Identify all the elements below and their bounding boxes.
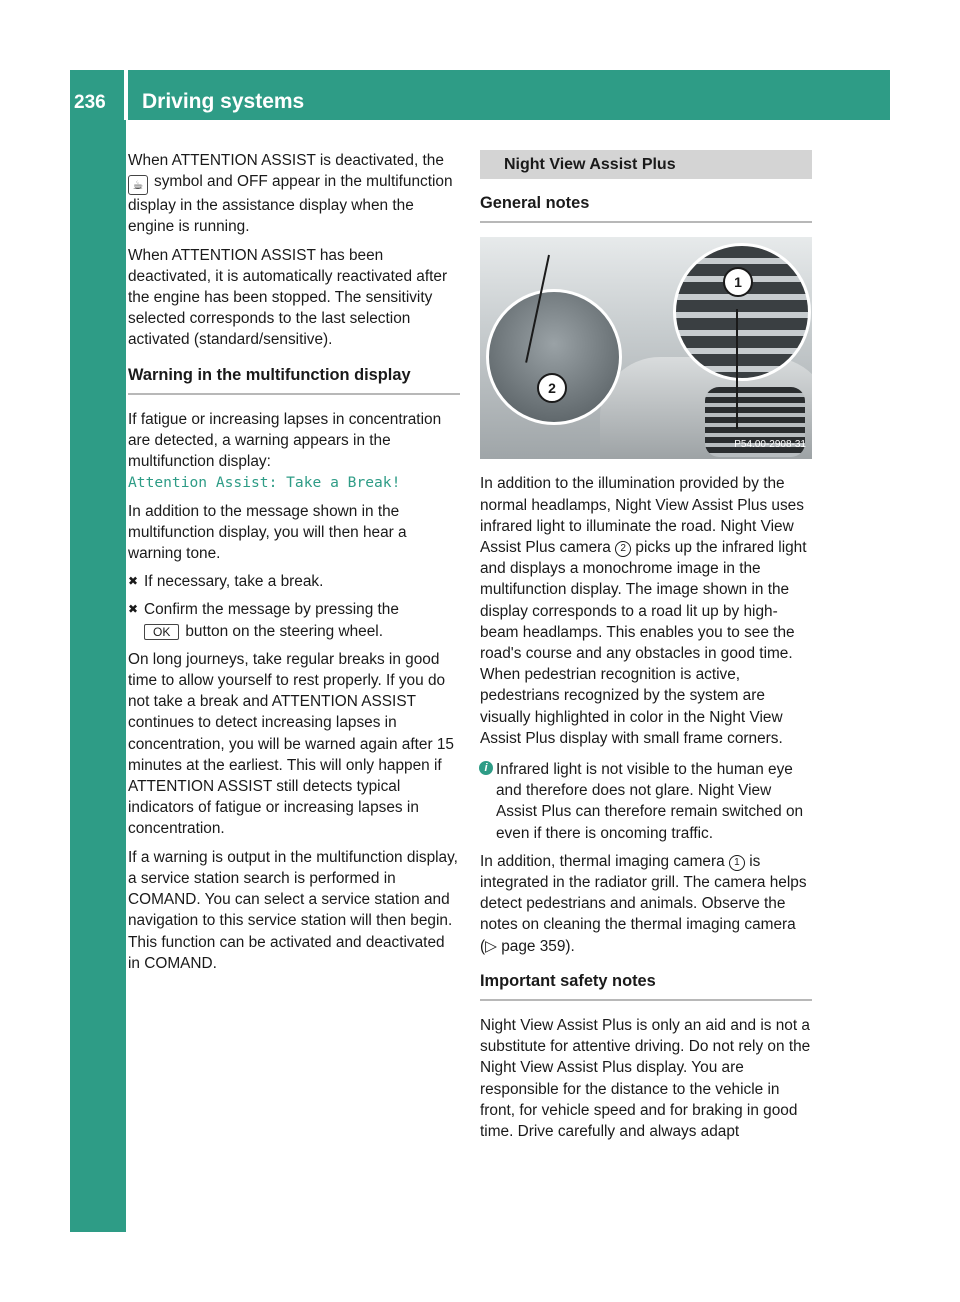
- camera-inset-windshield: [486, 289, 622, 425]
- paragraph: When ATTENTION ASSIST has been deactivated, it is automatically reactivated after the engine has been stopped. The sensitivity selected corresponds to the last selection activated (standard/sensitive).: [128, 246, 448, 349]
- vehicle-photo: [480, 237, 812, 459]
- marker-2: 2: [615, 541, 631, 557]
- paragraph: If fatigue or increasing lapses in concentration are detected, a warning appears in the multifunction display: Attention Assist: Take a Break!: [128, 410, 442, 492]
- section-heading: Important safety notes: [480, 971, 812, 1001]
- step-arrow-icon: ✖: [128, 574, 139, 589]
- right-column: [480, 150, 812, 1149]
- header-divider: [124, 70, 128, 120]
- info-icon: i: [479, 761, 493, 775]
- instruction-step: ✖ If necessary, take a break.: [128, 571, 460, 592]
- section-heading: Warning in the multifunction display: [128, 365, 460, 395]
- photo-reference: P54.00-2908-31: [734, 439, 806, 451]
- chapter-title: Driving systems: [142, 90, 305, 113]
- display-message: Attention Assist: Take a Break!: [128, 474, 401, 492]
- ok-key-icon: OK: [144, 624, 179, 640]
- paragraph: In addition to the illumination provided by the normal headlamps, Night View Assist Plus uses infrared light to illuminate the road. Night View Assist Plus camera 2 picks up the infrared light and displays a monochrome image in the multifunction display. The image shown in the display corresponds to a road lit up by high-beam headlamps. This enables you to see the road's course and any obstacles in good time. When pedestrian recognition is active, pedestrians recognized by the system are visually highlighted in color in the Night View Assist Plus display with small frame corners.: [480, 475, 807, 747]
- paragraph: On long journeys, take regular breaks in good time to allow yourself to rest properly. If you do not take a break and ATTENTION ASSIST continues to detect increasing lapses in concentration, you will be warned again after 15 minutes at the earliest. This will only happen if ATTENTION ASSIST still detects typical indicators of fatigue or increasing lapses in concentration.: [128, 650, 454, 838]
- callout-1: 1: [723, 267, 753, 297]
- section-title-bar: Night View Assist Plus: [480, 150, 812, 179]
- paragraph: In addition, thermal imaging camera 1 is integrated in the radiator grill. The camera helps detect pedestrians and animals. Observe the notes on cleaning the thermal imaging camera (▷ page 359).: [480, 852, 807, 955]
- instruction-step: ✖ Confirm the message by pressing the OK button on the steering wheel.: [128, 601, 399, 640]
- left-column: [128, 150, 460, 981]
- step-arrow-icon: ✖: [128, 602, 139, 617]
- camera-inset-grill: [673, 243, 811, 381]
- paragraph: When ATTENTION ASSIST is deactivated, the ☕ symbol and OFF appear in the multifunction display in the assistance display when the engine is running.: [128, 152, 453, 236]
- callout-2: 2: [537, 373, 567, 403]
- paragraph: If a warning is output in the multifunction display, a service station search is performed in COMAND. You can select a service station and navigation to this service station will then begin. This function can be activated and deactivated in COMAND.: [128, 848, 458, 972]
- section-heading: General notes: [480, 193, 812, 223]
- attention-assist-icon: ☕: [128, 175, 148, 195]
- page-number: 236: [74, 92, 106, 113]
- side-tab-label: Driving and parking: [156, 421, 179, 619]
- marker-1: 1: [729, 855, 745, 871]
- paragraph: Night View Assist Plus is only an aid and is not a substitute for attentive driving. Do not rely on the Night View Assist Plus display. You are responsible for the distance to the vehicle in front, for vehicle speed and for braking in good time. Drive carefully and always adapt: [480, 1017, 811, 1141]
- info-note: i Infrared light is not visible to the human eye and therefore does not glare. Night View Assist Plus can therefore remain switched on even if there is oncoming traffic.: [480, 759, 812, 844]
- paragraph: In addition to the message shown in the multifunction display, you will then hear a warning tone.: [128, 502, 407, 563]
